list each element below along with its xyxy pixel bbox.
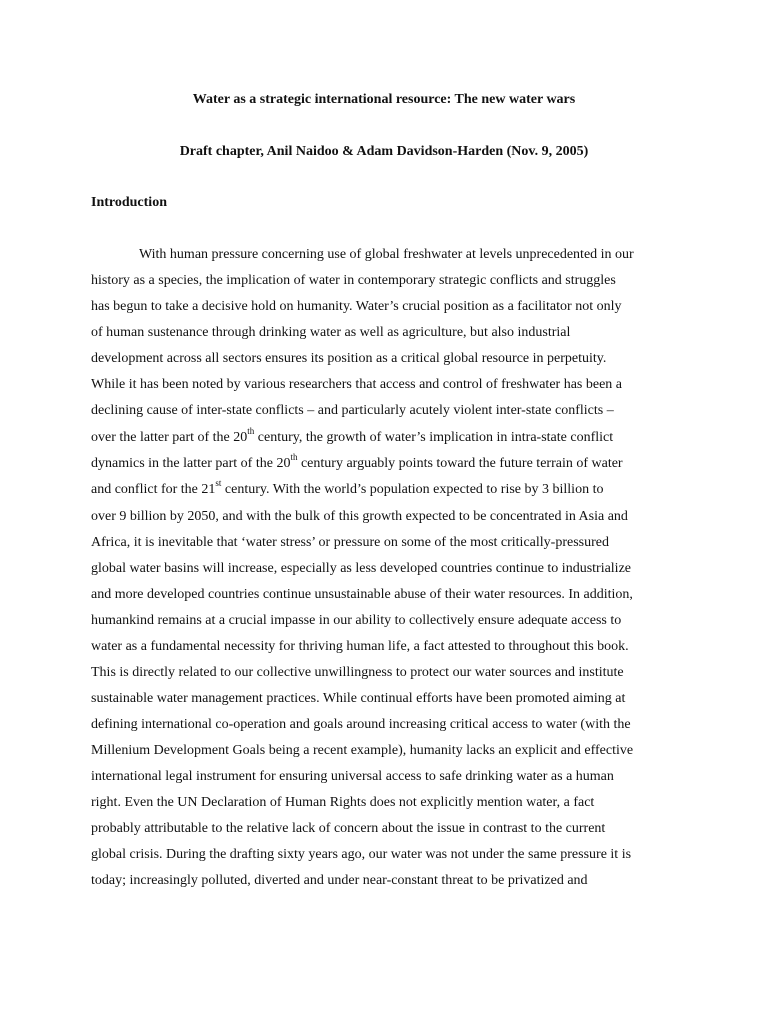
- body-line: over the latter part of the 20th century, the growth of water’s implication in intra-state conflict: [91, 426, 614, 445]
- body-line: today; increasingly polluted, diverted and under near-constant threat to be privatized and: [91, 873, 588, 888]
- body-line: global water basins will increase, especially as less developed countries continue to industrialize: [91, 561, 631, 576]
- body-line: right. Even the UN Declaration of Human Rights does not explicitly mention water, a fact: [91, 795, 595, 810]
- body-line: water as a fundamental necessity for thriving human life, a fact attested to throughout this book.: [91, 639, 629, 654]
- body-line: Africa, it is inevitable that ‘water stress’ or pressure on some of the most critically-pressured: [91, 535, 609, 550]
- body-line: sustainable water management practices. While continual efforts have been promoted aiming at: [91, 691, 626, 706]
- body-line: over 9 billion by 2050, and with the bulk of this growth expected to be concentrated in Asia and: [91, 509, 628, 524]
- document-byline: Draft chapter, Anil Naidoo & Adam Davidson-Harden (Nov. 9, 2005): [179, 144, 589, 159]
- body-line: dynamics in the latter part of the 20th century arguably points toward the future terrain of water: [91, 452, 623, 471]
- body-line: and more developed countries continue unsustainable abuse of their water resources. In addition,: [91, 587, 633, 602]
- body-line: probably attributable to the relative lack of concern about the issue in contrast to the current: [91, 821, 606, 836]
- body-line: While it has been noted by various researchers that access and control of freshwater has been a: [91, 377, 623, 392]
- body-line: Millenium Development Goals being a recent example), humanity lacks an explicit and effective: [91, 743, 634, 758]
- body-line: development across all sectors ensures its position as a critical global resource in perpetuity.: [91, 351, 607, 366]
- ordinal-suffix: th: [290, 452, 298, 463]
- body-line: and conflict for the 21st century. With the world’s population expected to rise by 3 billion to: [91, 478, 604, 497]
- body-line: defining international co-operation and goals around increasing critical access to water (with the: [91, 717, 631, 732]
- body-line: This is directly related to our collective unwillingness to protect our water sources and institute: [91, 665, 624, 680]
- body-line: international legal instrument for ensuring universal access to safe drinking water as a human: [91, 769, 614, 784]
- section-heading: Introduction: [91, 195, 167, 210]
- ordinal-suffix: st: [215, 478, 222, 489]
- body-line: global crisis. During the drafting sixty years ago, our water was not under the same pressure it is: [91, 847, 632, 862]
- body-line: declining cause of inter-state conflicts – and particularly acutely violent inter-state conflicts –: [91, 403, 614, 418]
- document-title: Water as a strategic international resource: The new water wars: [192, 92, 576, 107]
- ordinal-suffix: th: [247, 426, 255, 437]
- body-line: humankind remains at a crucial impasse in our ability to collectively ensure adequate access to: [91, 613, 622, 628]
- body-line: of human sustenance through drinking water as well as agriculture, but also industrial: [91, 325, 571, 340]
- body-line: has begun to take a decisive hold on humanity. Water’s crucial position as a facilitator not only: [91, 299, 622, 314]
- body-line: With human pressure concerning use of global freshwater at levels unprecedented in our: [139, 247, 634, 262]
- body-line: history as a species, the implication of water in contemporary strategic conflicts and struggles: [91, 273, 616, 288]
